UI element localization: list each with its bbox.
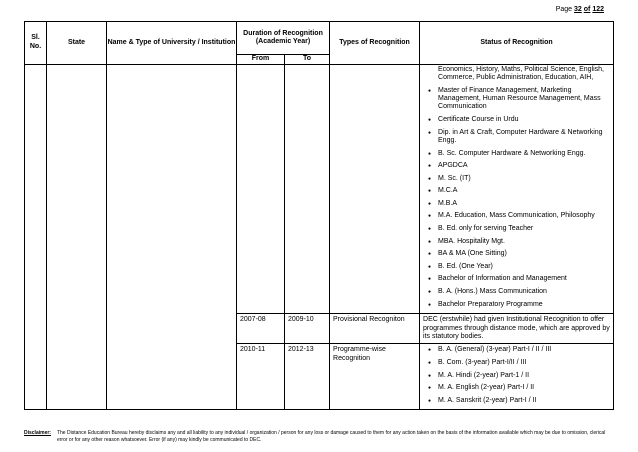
list-item: ● M.C.A xyxy=(428,187,613,195)
recognition-table xyxy=(24,21,614,410)
list-item: ● B. Sc. Computer Hardware & Networking Engg. xyxy=(428,150,613,158)
list-item: ● B. Ed. only for serving Teacher xyxy=(428,225,613,233)
sl-no-cell xyxy=(25,64,47,410)
list-item: ● M. A. Hindi (2-year) Part-1 / II xyxy=(428,372,613,380)
list-item: ● B. A. (Hons.) Mass Communication xyxy=(428,288,613,296)
page-of: of xyxy=(583,6,591,13)
from-cell xyxy=(237,64,285,314)
list-item: ● Master of Finance Management, Marketing Management, Human Resource Management, Mass Communication xyxy=(428,87,613,112)
disclaimer-label: Disclaimer: xyxy=(24,430,51,436)
page-number xyxy=(556,6,604,13)
header-state: State xyxy=(47,22,107,65)
state-cell xyxy=(47,64,107,410)
page-total: 122 xyxy=(592,6,604,13)
to-cell: 2012-13 xyxy=(285,344,330,410)
list-item: ● M.A. Education, Mass Communication, Philosophy xyxy=(428,212,613,220)
list-item: ● Dip. in Art & Craft, Computer Hardware & Networking Engg. xyxy=(428,129,613,146)
list-item: ● APGDCA xyxy=(428,162,613,170)
page-current: 32 xyxy=(574,6,582,13)
disclaimer-text: The Distance Education Bureau hereby disclaims any and all liability to any individual / organization / person for any loss or damage caused to them for any action taken on the basis of the information available which may be due to omission, clerical error or for any other reason whatsoever. Error (if any) may kindly be communicated to DEC. xyxy=(56,430,606,443)
from-cell: 2007-08 xyxy=(237,314,285,344)
page-prefix: Page xyxy=(555,6,573,13)
list-item: ● Bachelor of Information and Management xyxy=(428,275,613,283)
to-cell xyxy=(285,64,330,314)
header-from: From xyxy=(237,55,285,65)
header-to: To xyxy=(285,55,330,65)
status-cell: DEC (erstwhile) had given Institutional Recognition to offer programmes through distance mode, which are approved by its statutory bodies. xyxy=(420,314,614,344)
from-cell: 2010-11 xyxy=(237,344,285,410)
status-list xyxy=(420,346,613,405)
list-item: ● B. A. (General) (3-year) Part-I / II / III xyxy=(428,346,613,354)
header-sl-no: Sl. No. xyxy=(25,22,47,65)
status-cell xyxy=(420,64,614,314)
header-status: Status of Recognition xyxy=(420,22,614,65)
table-row xyxy=(25,64,614,314)
university-cell xyxy=(107,64,237,410)
list-item: ● B. Ed. (One Year) xyxy=(428,263,613,271)
list-item: ● M. Sc. (IT) xyxy=(428,175,613,183)
status-cell xyxy=(420,344,614,410)
header-duration: Duration of Recognition (Academic Year) xyxy=(237,22,330,55)
list-item: ● MBA. Hospitality Mgt. xyxy=(428,238,613,246)
header-types: Types of Recognition xyxy=(330,22,420,65)
header-university: Name & Type of University / Institution xyxy=(107,22,237,65)
list-item: ● M. A. Sanskrit (2-year) Part-I / II xyxy=(428,397,613,405)
list-item: ● M.B.A xyxy=(428,200,613,208)
type-cell xyxy=(330,64,420,314)
list-item: ● Certificate Course in Urdu xyxy=(428,116,613,124)
status-list xyxy=(420,66,613,310)
disclaimer xyxy=(24,430,614,444)
to-cell: 2009-10 xyxy=(285,314,330,344)
type-cell: Programme-wise Recognition xyxy=(330,344,420,410)
type-cell: Provisional Recogniton xyxy=(330,314,420,344)
list-item: ● BA & MA (One Sitting) xyxy=(428,250,613,258)
list-item: Economics, History, Maths, Political Science, English, Commerce, Public Administration, Education, AIH, xyxy=(438,65,605,81)
list-item: ● B. Com. (3-year) Part-I/II / III xyxy=(428,359,613,367)
list-item: ● M. A. English (2-year) Part-I / II xyxy=(428,384,613,392)
list-item: ● Bachelor Preparatory Programme xyxy=(428,301,613,309)
